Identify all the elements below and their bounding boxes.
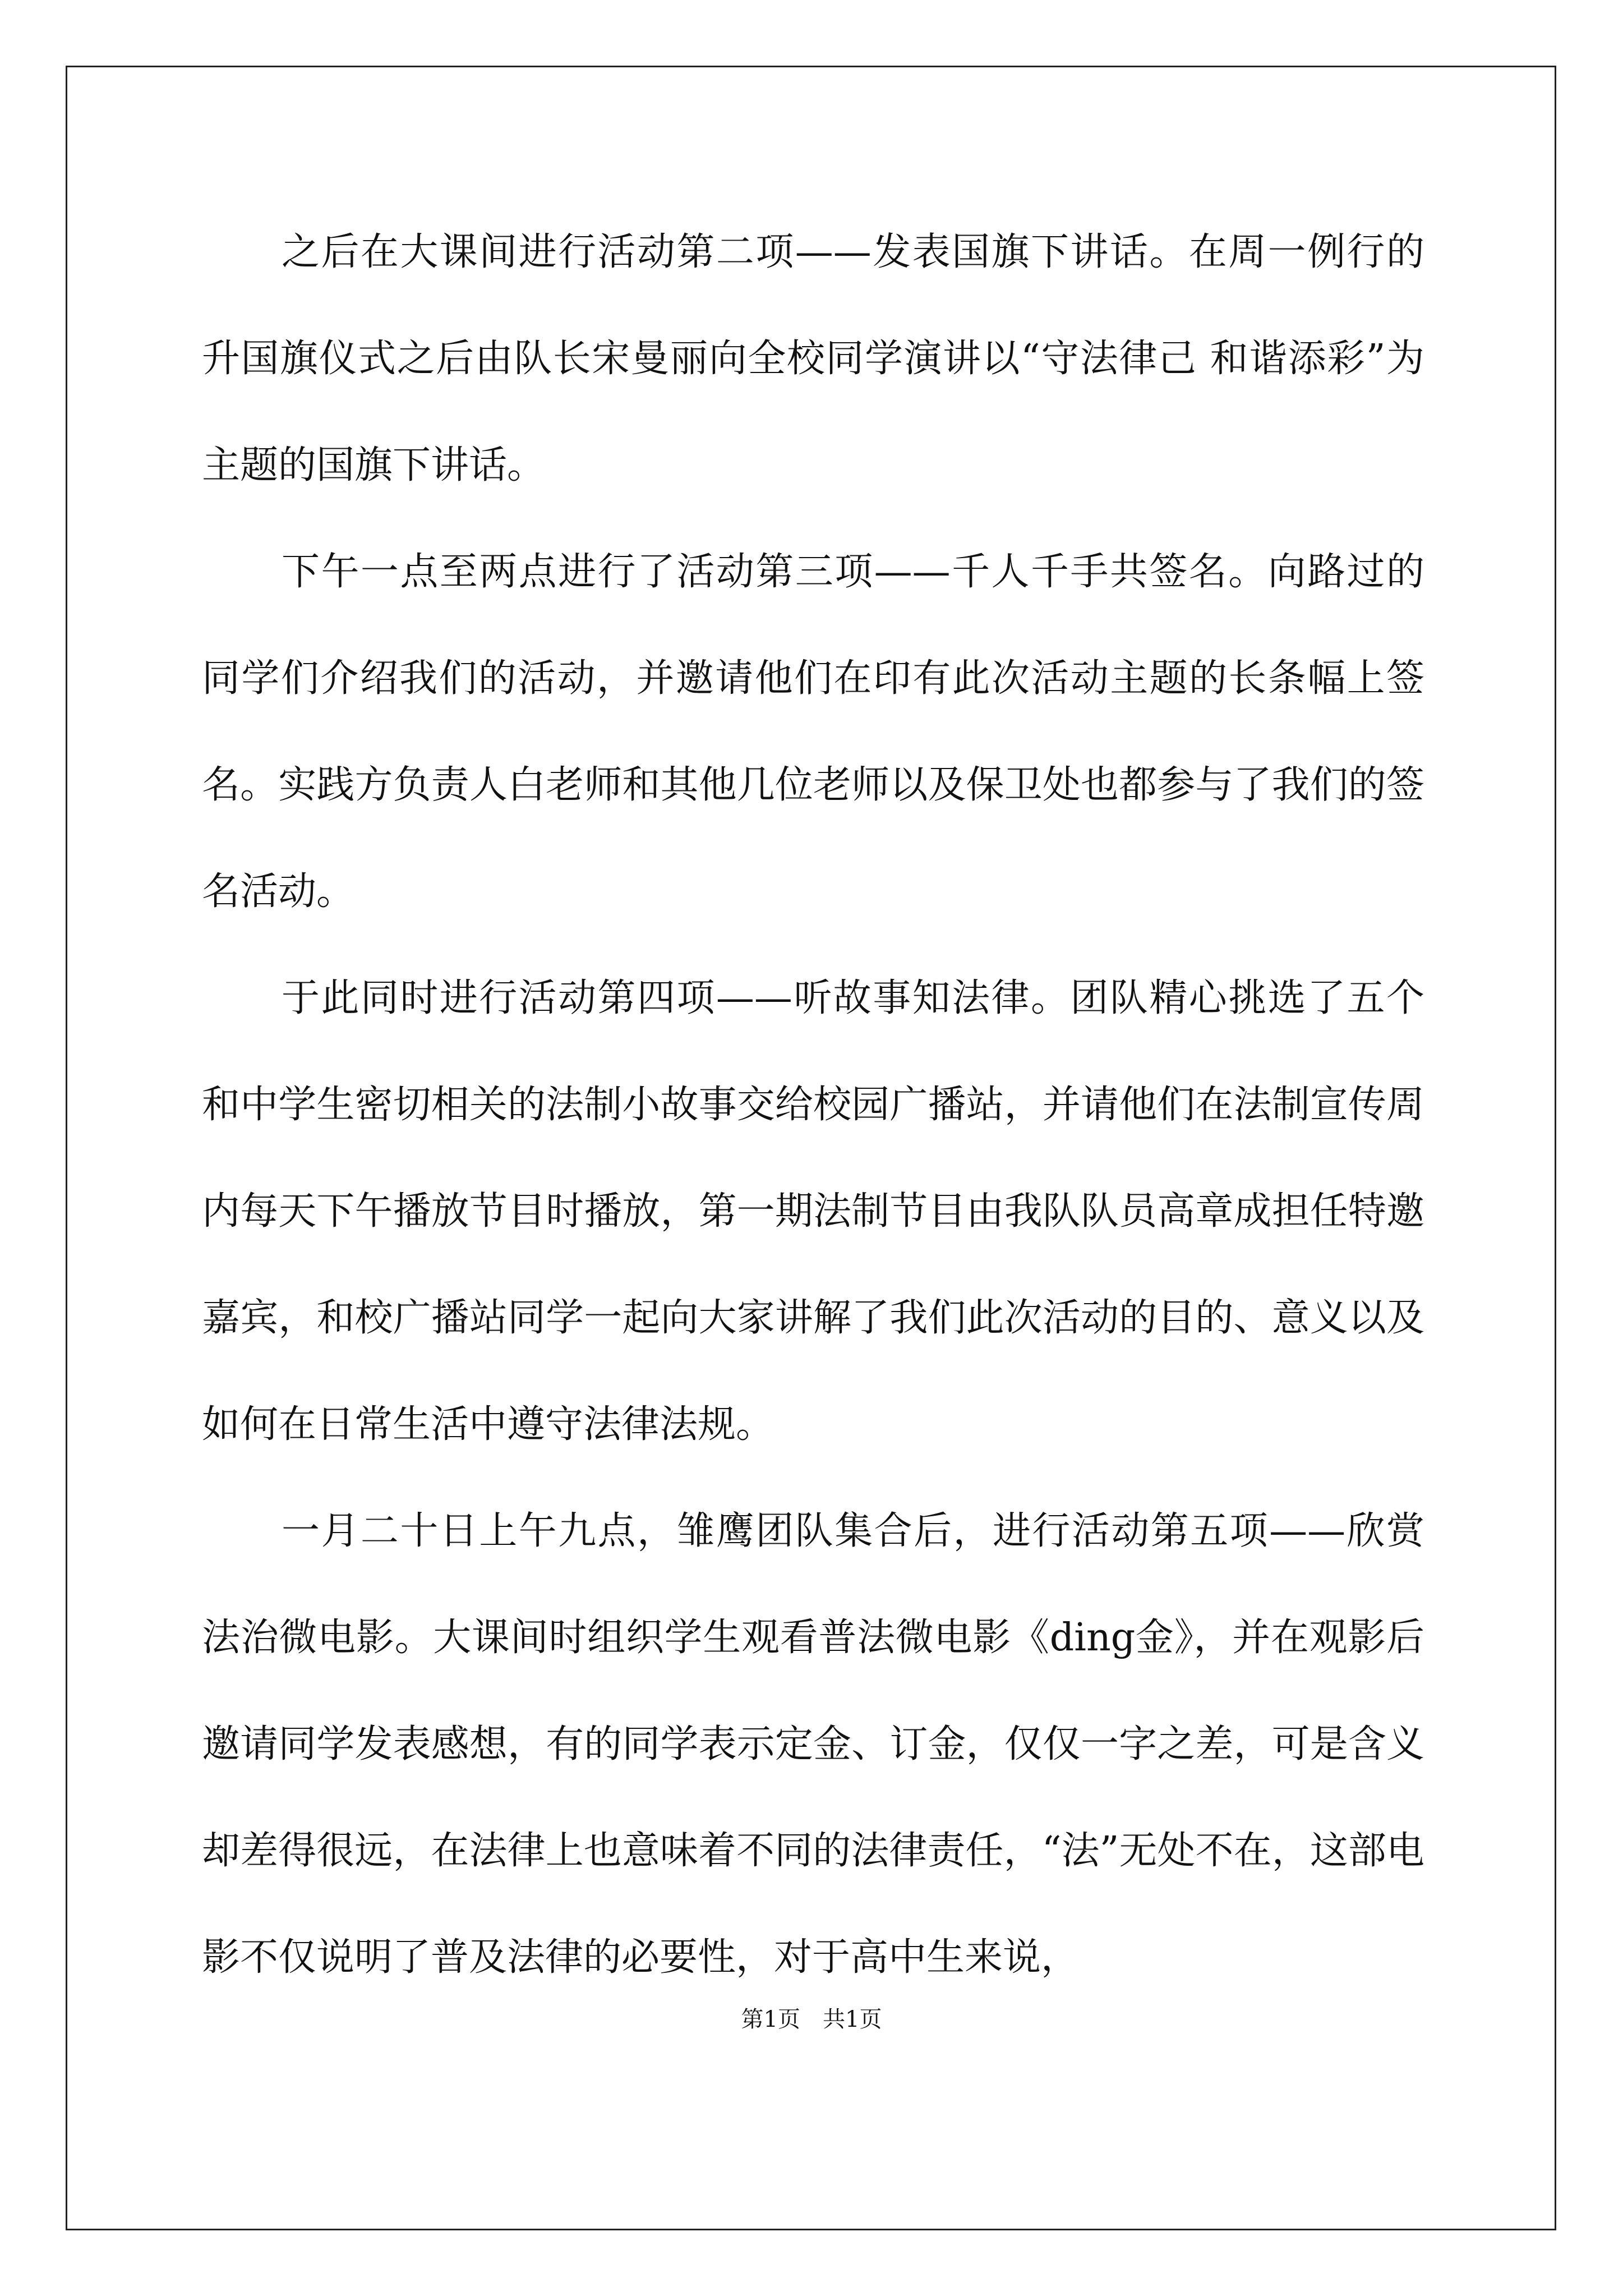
document-body: [202, 199, 1424, 2011]
paragraph-2: 下午一点至两点进行了活动第三项——千人千手共签名。向路过的同学们介绍我们的活动，并邀请他们在印有此次活动主题的长条幅上签名。实践方负责人白老师和其他几位老师以及保卫处也都参与了我们的签名活动。: [202, 550, 1424, 914]
paragraph-4: 一月二十日上午九点，雏鹰团队集合后，进行活动第五项——欣赏法治微电影。大课间时组织学生观看普法微电影《ding金》，并在观影后邀请同学发表感想，有的同学表示定金、订金，仅仅一字之差，可是含义却差得很远，在法律上也意味着不同的法律责任，“法”无处不在，这部电影不仅说明了普及法律的必要性，对于高中生来说，: [202, 1509, 1424, 1980]
page-number-footer: 第1页 共1页: [741, 2007, 882, 2032]
paragraph-3: 于此同时进行活动第四项——听故事知法律。团队精心挑选了五个和中学生密切相关的法制小故事交给校园广播站，并请他们在法制宣传周内每天下午播放节目时播放，第一期法制节目由我队队员高章成担任特邀嘉宾，和校广播站同学一起向大家讲解了我们此次活动的目的、意义以及如何在日常生活中遵守法律法规。: [202, 976, 1424, 1447]
paragraph-1: 之后在大课间进行活动第二项——发表国旗下讲话。在周一例行的升国旗仪式之后由队长宋曼丽向全校同学演讲以“守法律己 和谐添彩”为主题的国旗下讲话。: [202, 230, 1424, 487]
